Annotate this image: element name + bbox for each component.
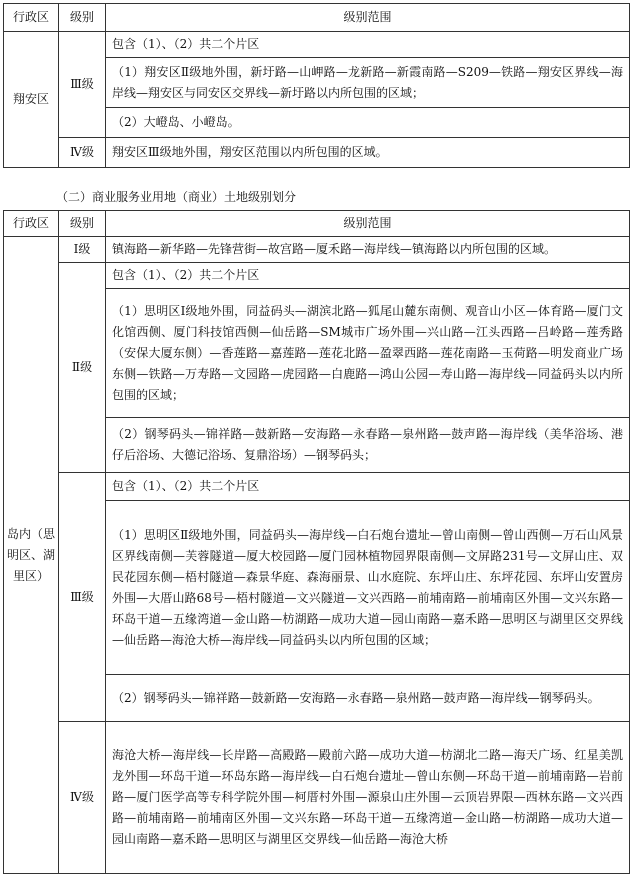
range-cell: （2）钢琴码头—锦祥路—鼓新路—安海路—永春路—泉州路—鼓声路—海岸线（美华浴场、港仔后浴场、大德记浴场、复鼎浴场）—钢琴码头；	[106, 418, 630, 473]
district-cell: 翔安区	[4, 32, 59, 168]
level-cell: Ⅳ级	[59, 138, 106, 168]
level-cell: Ⅰ级	[59, 237, 106, 263]
range-cell: 包含（1）、（2）共二个片区	[106, 473, 630, 501]
level-cell: Ⅲ级	[59, 32, 106, 138]
level-cell: Ⅳ级	[59, 722, 106, 874]
land-grade-table-xiangan	[3, 3, 630, 168]
header-level: 级别	[59, 4, 106, 32]
range-cell: （1）思明区Ⅰ级地外围，同益码头—湖滨北路—狐尾山麓东南侧、观音山小区—体育路—厦门文化馆西侧、厦门科技馆西侧—仙岳路—SM城市广场外围—兴山路—江头西路—吕岭路—莲秀路（安保大厦东侧）—香莲路—嘉莲路—莲花北路—盈翠西路—莲花南路—玉荷路—明发商业广场东侧—铁路—万寿路—文园路—虎园路—白鹿路—鸿山公园—寿山路—海岸线—同益码头以内所包围的区域；	[106, 289, 630, 418]
header-district: 行政区	[4, 4, 59, 32]
district-cell: 岛内（思明区、湖里区）	[4, 237, 59, 874]
land-grade-table-commercial	[3, 210, 630, 874]
header-district: 行政区	[4, 211, 59, 237]
range-cell: （1）翔安区Ⅱ级地外围，新圩路—山岬路—龙新路—新霞南路—S209—铁路—翔安区界线—海岸线—翔安区与同安区交界线—新圩路以内所包围的区域；	[106, 58, 630, 108]
header-range: 级别范围	[106, 211, 630, 237]
header-range: 级别范围	[106, 4, 630, 32]
range-cell: （1）思明区Ⅱ级地外围，同益码头—海岸线—白石炮台遗址—曾山南侧—曾山西侧—万石山风景区界线南侧—芙蓉隧道—厦大校园路—厦门园林植物园界限南侧—文屏路231号—文屏山庄、双民花园东侧—梧村隧道—森景华庭、森海丽景、山水庭院、东坪山庄、东坪花园、东坪山安置房外围—大厝山路68号—梧村隧道—文兴隧道—文兴西路—前埔南路—前埔南区外围—文兴东路—环岛干道—五缘湾道—金山路—枋湖路—成功大道—园山南路—嘉禾路—思明区与湖里区交界线—仙岳路—海沧大桥—海岸线—同益码头以内所包围的区域；	[106, 501, 630, 675]
range-cell: 镇海路—新华路—先锋营街—故宫路—厦禾路—海岸线—镇海路以内所包围的区域。	[106, 237, 630, 263]
range-cell: 包含（1）、（2）共二个片区	[106, 32, 630, 58]
range-cell: （2）大嶝岛、小嶝岛。	[106, 108, 630, 138]
range-cell: 包含（1）、（2）共二个片区	[106, 263, 630, 289]
range-cell: 海沧大桥—海岸线—长岸路—高殿路—殿前六路—成功大道—枋湖北二路—海天广场、红星美凯龙外围—环岛干道—环岛东路—海岸线—白石炮台遗址—曾山东侧—环岛干道—前埔南路—岩前路—厦门医学高等专科学院外围—柯厝村外围—源泉山庄外围—云顶岩界限—西林东路—文兴西路—前埔南路—前埔南区外围—文兴东路—环岛干道—五缘湾道—金山路—枋湖路—成功大道—园山南路—嘉禾路—思明区与湖里区交界线—仙岳路—海沧大桥	[106, 722, 630, 874]
header-level: 级别	[59, 211, 106, 237]
level-cell: Ⅲ级	[59, 473, 106, 722]
range-cell: 翔安区Ⅲ级地外围，翔安区范围以内所包围的区域。	[106, 138, 630, 168]
section-caption: （二）商业服务业用地（商业）土地级别划分	[56, 190, 297, 204]
range-cell: （2）钢琴码头—锦祥路—鼓新路—安海路—永春路—泉州路—鼓声路—海岸线—钢琴码头。	[106, 675, 630, 722]
level-cell: Ⅱ级	[59, 263, 106, 473]
